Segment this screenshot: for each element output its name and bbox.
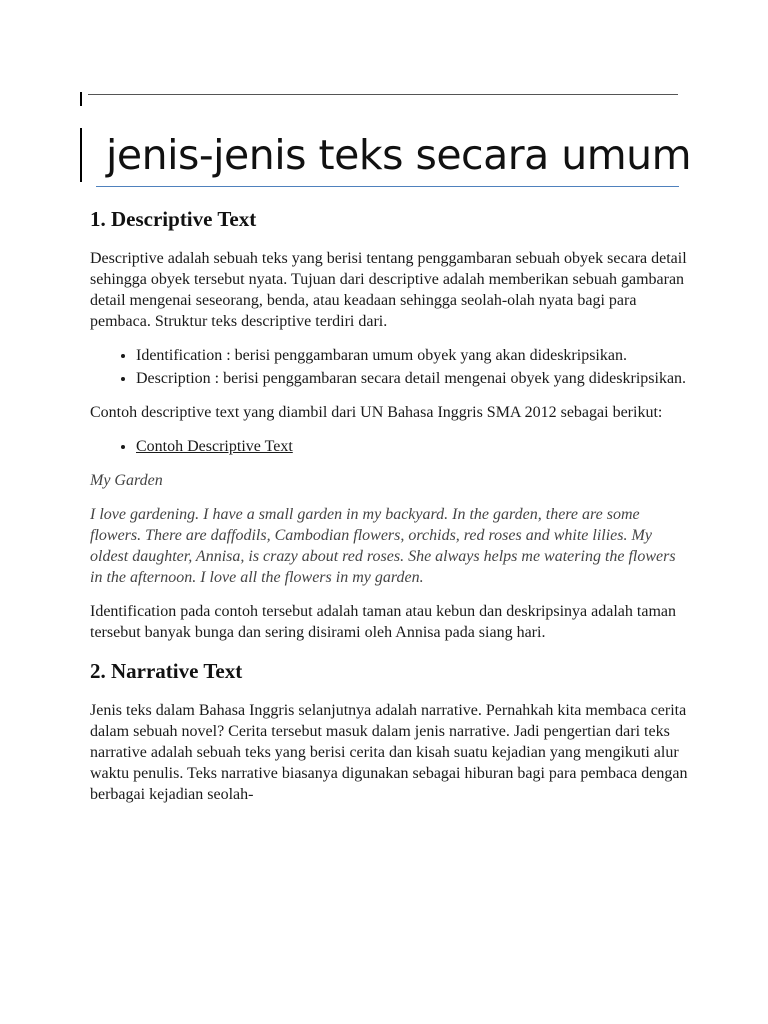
document-title: jenis-jenis teks secara umum xyxy=(106,131,692,179)
section-heading-narrative: 2. Narrative Text xyxy=(90,659,243,683)
example-link[interactable]: Contoh Descriptive Text xyxy=(136,438,293,455)
title-underline xyxy=(96,186,679,187)
descriptive-structure-list xyxy=(90,345,690,389)
example-title: My Garden xyxy=(90,472,163,489)
list-item: • Identification : berisi penggambaran umum obyek yang akan dideskripsikan. xyxy=(136,345,690,366)
example-body-paragraph: I love gardening. I have a small garden in my backyard. In the garden, there are some flowers. There are daffodils, Cambodian flowers, orchids, red roses and white lilies. My oldest daughter, Annisa, is crazy about red roses. She always helps me watering the flowers in the afternoon. I love all the flowers in my garden. xyxy=(90,506,676,586)
header-rule xyxy=(88,94,678,95)
list-item: • Description : berisi penggambaran secara detail mengenai obyek yang dideskripsikan. xyxy=(136,368,690,389)
document-body xyxy=(90,204,690,818)
descriptive-intro-paragraph: Descriptive adalah sebuah teks yang berisi tentang penggambaran sebuah obyek secara detail sehingga obyek tersebut nyata. Tujuan dari descriptive adalah memberikan sebuah gambaran detail mengenai seseorang, benda, atau keadaan sehingga seolah-olah nyata bagi para pembaca. Struktur teks descriptive terdiri dari. xyxy=(90,250,687,330)
title-cursor-bar xyxy=(80,128,82,182)
analysis-paragraph: Identification pada contoh tersebut adalah taman atau kebun dan deskripsinya adalah taman tersebut banyak bunga dan sering disirami oleh Annisa pada siang hari. xyxy=(90,603,676,641)
example-link-list xyxy=(90,436,690,457)
list-item xyxy=(136,436,690,457)
narrative-intro-paragraph: Jenis teks dalam Bahasa Inggris selanjutnya adalah narrative. Pernahkah kita membaca cerita dalam sebuah novel? Cerita tersebut masuk dalam jenis narrative. Jadi pengertian dari teks narrative adalah sebuah teks yang berisi cerita dan kisah suatu kejadian yang mengikuti alur waktu penulis. Teks narrative biasanya digunakan sebagai hiburan bagi para pembaca dengan berbagai kejadian seolah- xyxy=(90,702,688,803)
example-intro-paragraph: Contoh descriptive text yang diambil dari UN Bahasa Inggris SMA 2012 sebagai berikut: xyxy=(90,404,663,421)
text-cursor-mark xyxy=(80,92,82,106)
section-heading-descriptive: 1. Descriptive Text xyxy=(90,207,257,231)
